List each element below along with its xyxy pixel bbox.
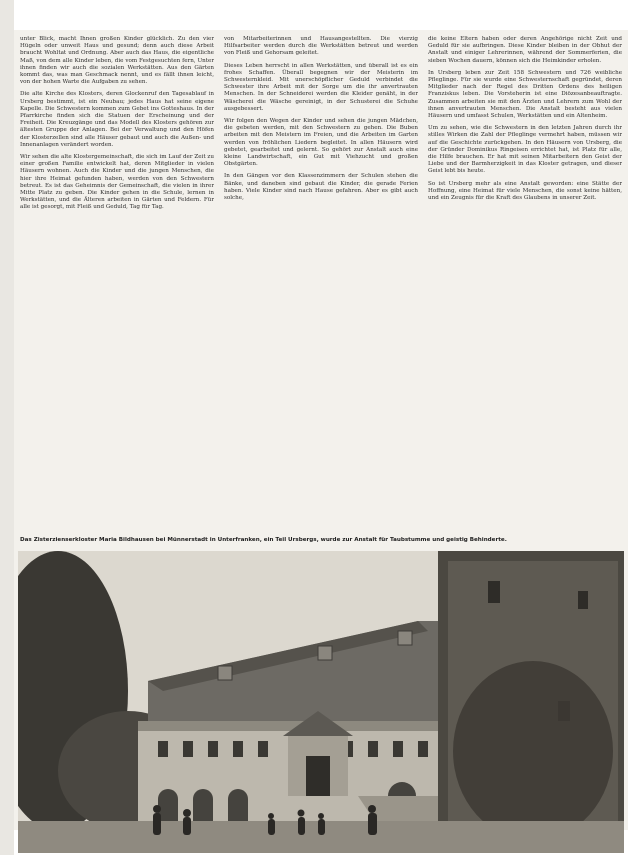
paragraph: Wir sehen die alte Klostergemeinschaft, die sich im Lauf der Zeit zu einer großen Familie entwickelt hat, deren Mitglieder in vielen Häusern wohnen. Auch die Kinder und die jungen Menschen, die hier ihre Heimat gefunden haben, werden von den Schwestern betreut. Es ist das Geheimnis der Gemeinschaft, die vielen in ihrer Mitte Platz zu geben. Die Kinder gehen in die Schule, lernen in Werkstätten, und die Älteren arbeiten in Gärten und Feldern. Für alle ist gesorgt, mit Fleiß und Geduld, Tag für Tag. xyxy=(20,154,214,211)
paragraph: Wir folgen den Wegen der Kinder und sehen die jungen Mädchen, die gebeten werden, mit den Schwestern zu gehen. Die Buben arbeiten mit den Meistern im Freien, und die Arbeiten im Garten werden von fröhlichen Liedern begleitet. In allen Häusern wird gebetet, gearbeitet und gelernt. So gehört zur Anstalt auch eine kleine Landwirtschaft, ein Gut mit Viehzucht und großen Obstgärten. xyxy=(224,118,418,168)
article-column-3 xyxy=(428,36,622,520)
paragraph: von Mitarbeiterinnen und Hausangestellten. Die vierzig Hilfsarbeiter werden durch die Werkstätten betreut und werden von Fleiß und Gehorsam geleitet. xyxy=(224,36,418,57)
paragraph: die keine Eltern haben oder deren Angehörige nicht Zeit und Geduld für sie aufbringen. Diese Kinder bleiben in der Obhut der Anstalt und einiger Lehrerinnen, während der Sommerferien, die sieben Wochen dauern, können sich die Heimkinder erholen. xyxy=(428,36,622,64)
paragraph: In Ursberg leben zur Zeit 158 Schwestern und 726 weibliche Pfleglinge. Für sie wurde eine Schwesternschaft gegründet, deren Mitglieder nach der Regel des Dritten Ordens des heiligen Franziskus leben. Die Vorsteherin ist eine Diözesanbeauftragte. Zusammen arbeiten sie mit den Ärzten und Lehrern zum Wohl der ihnen anvertrauten Menschen. Die Anstalt besteht aus vielen Häusern und umfasst Schulen, Werkstätten und ein Altenheim. xyxy=(428,69,622,120)
paragraph: Dieses Leben herrscht in allen Werkstätten, und überall ist es ein frohes Schaffen. Überall begegnen wir der Meisterin im Schwesternkleid. Mit unerschöpflicher Geduld verbindet die Schwester ihre Arbeit mit der Sorge um die ihr anvertrauten Menschen. In der Schneiderei werden die Kleider genäht, in der Wäscherei die Wäsche gereinigt, in der Schusterei die Schuhe ausgebessert. xyxy=(224,62,418,112)
magazine-page xyxy=(14,30,628,830)
monastery-photo xyxy=(18,551,624,853)
paragraph: unter Blick, macht Ihnen großen Kinder glücklich. Zu den vier Hügeln oder unweit Haus und gesund; denn auch diese Arbeit braucht Wohltat und Ordnung. Aber auch das Haus, die eigentliche Maß, von dem alle Kinder leben, die vom Festgesuchten fern, Unter ihnen finden wir auch die sozialen Werkstätten. Aus den Gärten kommt das, was man Geschmack nennt, und es fällt ihnen leicht, von der hohen Warte die Aufgaben zu sehen. xyxy=(20,36,214,86)
monastery-illustration xyxy=(18,551,624,853)
article-column-2 xyxy=(224,36,418,520)
paragraph: In den Gängen vor den Klassenzimmern der Schulen stehen die Bänke, und daneben sind gebaut die Kinder, die gerade Ferien haben. Viele Kinder sind nach Hause gefahren. Aber es gibt auch solche, xyxy=(224,173,418,202)
article-columns xyxy=(20,36,622,520)
article-column-1 xyxy=(20,36,214,520)
paragraph: Die alte Kirche des Klosters, deren Glockenruf den Tagesablauf in Ursberg bestimmt, ist ein Neubau; jedes Haus hat seine eigene Kapelle. Die Schwestern kommen zum Gebet ins Gotteshaus. In der Pfarrkirche finden sich die Statuen der Erscheinung und der Freiheit. Die Kreuzgänge und das Modell des Klosters gehören zur ältesten Gruppe der Anlagen. Bei der Verwaltung und den Höfen der Klosterzellen sind alle Häuser gebaut und auch die Außen- und Innenanlagen verändert worden. xyxy=(20,91,214,148)
paragraph: So ist Ursberg mehr als eine Anstalt geworden: eine Stätte der Hoffnung, eine Heimat für viele Menschen, die sonst keine hätten, und ein Zeugnis für die Kraft des Glaubens in unserer Zeit. xyxy=(428,180,622,202)
page-binding-margin xyxy=(0,0,14,855)
paragraph: Um zu sehen, wie die Schwestern in den letzten Jahren durch ihr stilles Wirken die Zahl der Pfleglinge vermehrt haben, müssen wir auf die Geschichte zurückgehen. In den Häusern von Ursberg, die der Gründer Dominikus Ringeisen errichtet hat, ist Platz für alle, die Hilfe brauchen. Er hat mit seinen Mitarbeitern den Geist der Liebe und der Barmherzigkeit in das Kloster getragen, und dieser Geist lebt bis heute. xyxy=(428,125,622,175)
photo-caption: Das Zisterzienserkloster Maria Bildhausen bei Münnerstadt in Unterfranken, ein Teil Ursbergs, wurde zur Anstalt für Taubstumme und geistig Behinderte. xyxy=(20,537,507,543)
